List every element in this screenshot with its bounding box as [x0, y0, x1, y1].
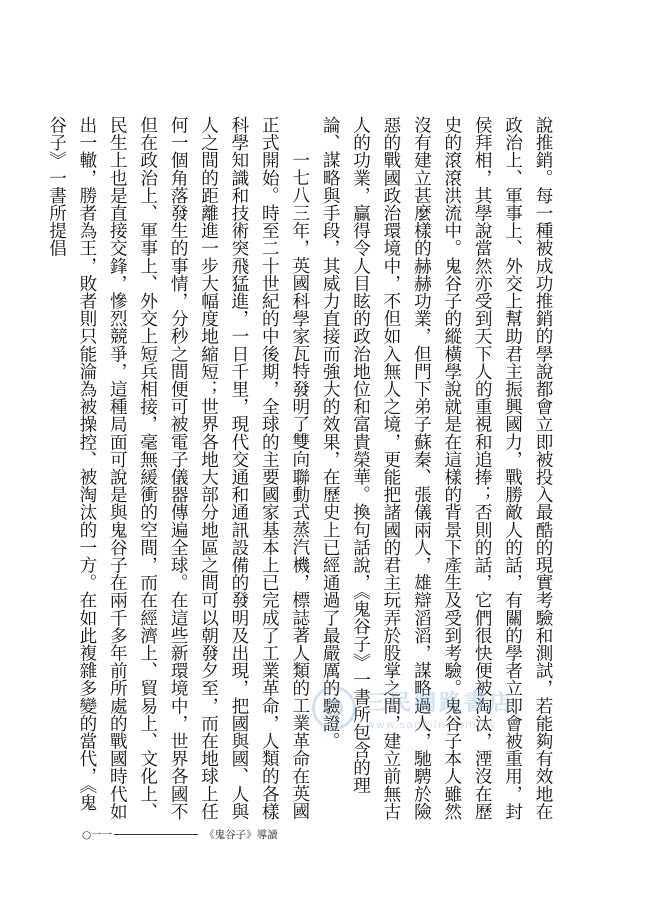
page-number: ○一一 [82, 828, 113, 841]
footer-rule [114, 834, 198, 835]
page-footer [82, 826, 278, 842]
paragraph-2: 一七八三年，英國科學家瓦特發明了雙向聯動式蒸汽機，標誌著人類的工業革命在英國正式開始。時至二十世紀的中後期，全球的主要國家基本上已完成了工業革命，人類的各樣科學知識和技術突飛猛進，一日千里，現代交通和通訊設備的發明及出現，把國與國、人與人之間的距離進一步大幅度地縮短；世界各地大部分地區之間可以朝發夕至，而在地球上任何一個角落發生的事情，分秒之間便可被電子儀器傳遍全球。在這些新環境中，世界各國不但在政治上、軍事上、外交上短兵相接，毫無緩衝的空間，而在經濟上、貿易上、文化上、民生上也是直接交鋒，慘烈競爭，這種局面可說是與鬼谷子在兩千多年前所處的戰國時代如出一轍，勝者為王，敗者則只能淪為被操控、被淘汰的一方。在如此複雜多變的當代，《鬼谷子》一書所提倡 [46, 116, 310, 820]
running-title: 《鬼谷子》導讀 [204, 828, 278, 841]
watermark-url: www.sanmin.com.tw [366, 718, 497, 731]
watermark-name: 三民網路書店 [364, 691, 515, 716]
vertical-text-body [46, 116, 558, 826]
paragraph-1: 說推銷。每一種被成功推銷的學說都會立即被投入最酷的現實考驗和測試，若能夠有效地在政治上、軍事上、外交上幫助君主振興國力，戰勝敵人的話，有關的學者立即會被重用，封侯拜相，其學說當然亦受到天下人的重視和追捧；否則的話，它們很快便被淘汰，湮沒在歷史的滾滾洪流中。鬼谷子的縱橫學說就是在這樣的背景下產生及受到考驗。鬼谷子本人雖然沒有建立甚麼樣的赫赫功業，但門下弟子蘇秦、張儀兩人，雄辯滔滔，謀略過人，馳騁於險惡的戰國政治環境中，不但如入無人之境，更能把諸國的君主玩弄於股掌之間，建立前無古人的功業，贏得令人目眩的政治地位和富貴榮華。換句話說，《鬼谷子》一書所包含的理論、謀略與手段，其威力直接而強大的效果，在歷史上已經通過了最嚴厲的驗證。 [320, 116, 553, 820]
